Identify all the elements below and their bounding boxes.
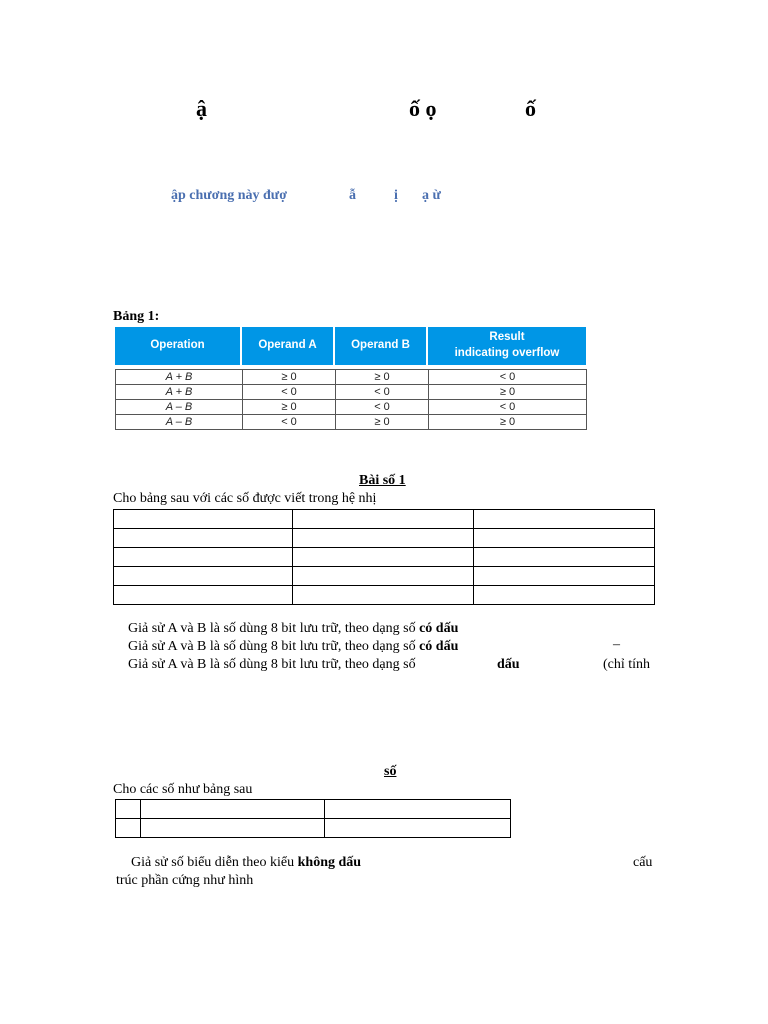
overflow-table-header bbox=[115, 327, 586, 365]
header-result: Result indicating overflow bbox=[428, 327, 586, 365]
table-cell bbox=[325, 819, 511, 838]
header-operand-a: Operand A bbox=[242, 327, 335, 365]
question-dash: – bbox=[613, 637, 620, 652]
table-cell bbox=[292, 567, 474, 586]
table-cell: < 0 bbox=[336, 385, 429, 400]
question-tail: cấu bbox=[633, 855, 653, 870]
title-fragment: ố bbox=[525, 96, 536, 121]
exercise-1-question-3: Giả sử A và B là số dùng 8 bit lưu trữ, theo dạng số bbox=[128, 657, 416, 672]
exercise-2-table bbox=[115, 799, 511, 838]
table-cell: A + B bbox=[116, 385, 243, 400]
exercise-1-intro: Cho bảng sau với các số được viết trong hệ nhị bbox=[113, 491, 377, 506]
table-cell bbox=[292, 510, 474, 529]
question-text: Giả sử số biểu diễn theo kiểu bbox=[131, 855, 298, 870]
table-cell: A + B bbox=[116, 370, 243, 385]
table-cell: < 0 bbox=[429, 370, 587, 385]
exercise-1-question-1 bbox=[128, 621, 458, 637]
table-cell: ≥ 0 bbox=[429, 385, 587, 400]
table-cell: < 0 bbox=[429, 400, 587, 415]
table-caption: Bảng 1: bbox=[113, 309, 160, 324]
subtitle-fragment: ị bbox=[394, 188, 398, 203]
table-cell: ≥ 0 bbox=[336, 370, 429, 385]
header-operand-b: Operand B bbox=[335, 327, 428, 365]
table-cell: ≥ 0 bbox=[336, 415, 429, 430]
table-row bbox=[116, 370, 587, 385]
table-cell: < 0 bbox=[336, 400, 429, 415]
table-cell bbox=[140, 819, 325, 838]
table-cell bbox=[292, 586, 474, 605]
exercise-1-question-2 bbox=[128, 639, 458, 655]
title-fragment: ậ bbox=[196, 96, 207, 121]
overflow-table bbox=[115, 369, 587, 430]
table-row bbox=[114, 567, 655, 586]
table-row bbox=[114, 548, 655, 567]
subtitle: ập chương này đượ bbox=[171, 188, 287, 203]
subtitle-fragment: ẫ bbox=[349, 188, 356, 203]
table-cell bbox=[474, 510, 655, 529]
table-cell: < 0 bbox=[243, 385, 336, 400]
table-cell: ≥ 0 bbox=[243, 400, 336, 415]
table-cell bbox=[474, 567, 655, 586]
question-emphasis: có dấu bbox=[419, 639, 459, 654]
question-emphasis: không dấu bbox=[297, 855, 362, 870]
question-text: Giả sử A và B là số dùng 8 bit lưu trữ, theo dạng số bbox=[128, 621, 420, 636]
table-row bbox=[114, 529, 655, 548]
table-cell bbox=[114, 548, 293, 567]
title-fragment: ố ọ bbox=[409, 96, 437, 121]
exercise-1-title: Bài số 1 bbox=[359, 473, 406, 488]
table-cell bbox=[292, 529, 474, 548]
table-row bbox=[116, 415, 587, 430]
subtitle-fragment: ạ ừ bbox=[422, 188, 441, 203]
table-cell bbox=[325, 800, 511, 819]
table-row bbox=[116, 400, 587, 415]
table-row bbox=[116, 819, 511, 838]
table-cell: < 0 bbox=[243, 415, 336, 430]
table-cell: A – B bbox=[116, 400, 243, 415]
table-cell bbox=[474, 548, 655, 567]
table-cell bbox=[140, 800, 325, 819]
question-emphasis: có dấu bbox=[419, 621, 459, 636]
header-operation: Operation bbox=[115, 327, 242, 365]
table-row bbox=[114, 510, 655, 529]
table-cell bbox=[114, 567, 293, 586]
exercise-2-question-line-2: trúc phần cứng như hình bbox=[116, 873, 254, 888]
question-text: Giả sử A và B là số dùng 8 bit lưu trữ, theo dạng số bbox=[128, 639, 420, 654]
table-cell bbox=[114, 510, 293, 529]
table-cell bbox=[474, 529, 655, 548]
question-tail: (chỉ tính bbox=[603, 657, 651, 672]
table-row bbox=[114, 586, 655, 605]
exercise-2-title: số bbox=[384, 764, 397, 779]
table-cell bbox=[116, 819, 141, 838]
table-cell: ≥ 0 bbox=[429, 415, 587, 430]
table-cell bbox=[116, 800, 141, 819]
exercise-2-question bbox=[131, 855, 361, 871]
table-row bbox=[116, 385, 587, 400]
table-cell: A – B bbox=[116, 415, 243, 430]
table-cell bbox=[114, 529, 293, 548]
exercise-1-table bbox=[113, 509, 655, 605]
table-cell bbox=[474, 586, 655, 605]
exercise-2-intro: Cho các số như bảng sau bbox=[113, 782, 253, 797]
table-cell bbox=[114, 586, 293, 605]
table-cell bbox=[292, 548, 474, 567]
table-row bbox=[116, 800, 511, 819]
question-emphasis: dấu bbox=[497, 657, 520, 672]
table-cell: ≥ 0 bbox=[243, 370, 336, 385]
